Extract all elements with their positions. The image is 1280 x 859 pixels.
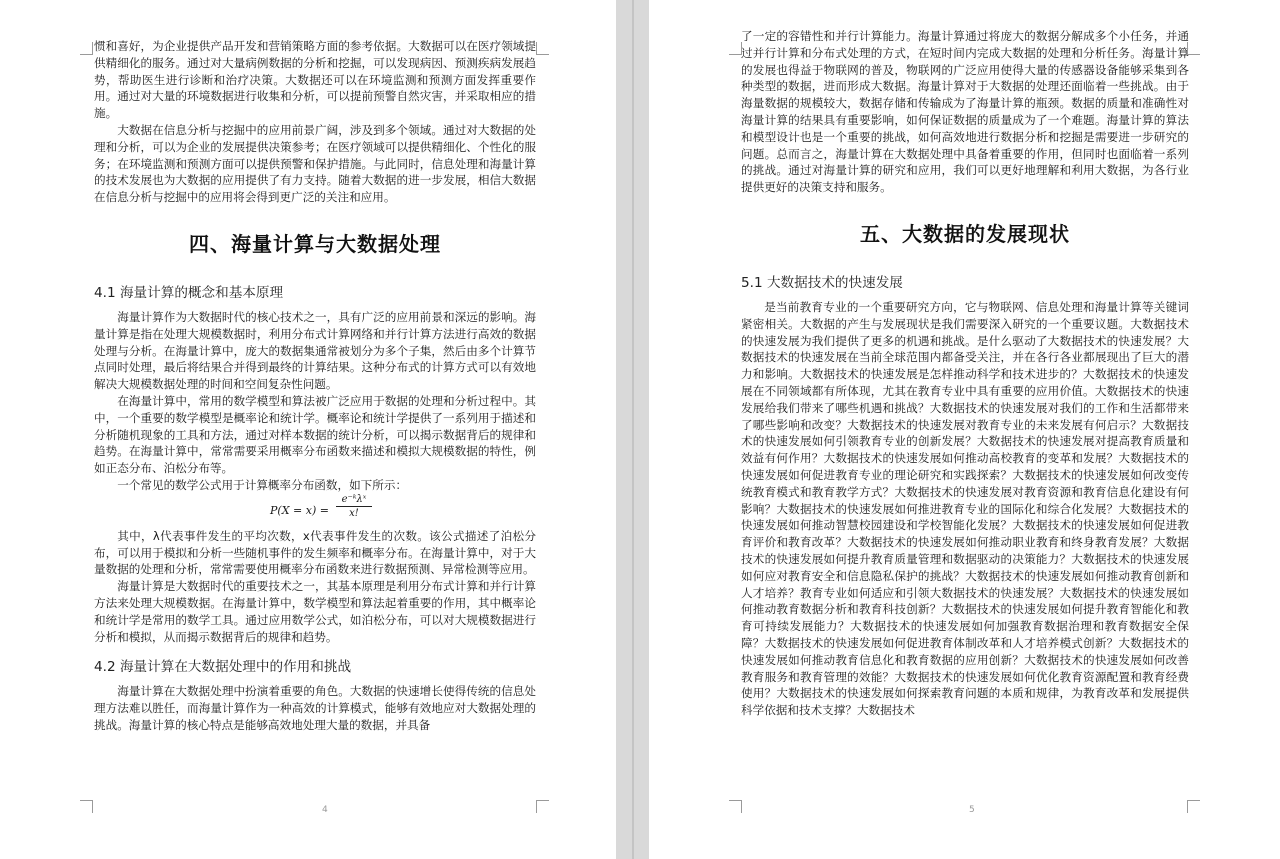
paragraph: 大数据在信息分析与挖掘中的应用前景广阔，涉及到多个领域。通过对大数据的处理和分析，可以为企业的发展提供决策参考；在医疗领域可以提供精细化、个性化的服务；在环境监测和预测方面可以提供预警和保护措施。与此同时，信息处理和海量计算的技术发展也为大数据的应用提供了有力支持。随着大数据的进一步发展，相信大数据在信息分析与挖掘中的应用将会得到更广泛的关注和应用。 [94, 122, 536, 205]
margin-corner-mark [729, 800, 742, 813]
paragraph: 了一定的容错性和并行计算能力。海量计算通过将庞大的数据分解成多个小任务，并通过并行计算和分布式处理的方式，在短时间内完成大数据的处理和分析任务。海量计算的发展也得益于物联网的普及，物联网的广泛应用使得大量的传感器设备能够采集到各种类型的数据，进而形成大数据。海量计算对于大数据的处理还面临着一些挑战。由于海量数据的规模较大，数据存储和传输成为了海量计算的瓶颈。数据的质量和准确性对海量计算的结果具有重要影响，如何保证数据的质量成为了一个难题。海量计算的算法和模型设计也是一个重要的挑战，如何高效地进行数据分析和挖掘是需要进一步研究的问题。总而言之，海量计算在大数据处理中具备着重要的作用，但同时也面临着一系列的挑战。通过对海量计算的研究和应用，我们可以更好地理解和利用大数据，为各行业提供更好的决策支持和服务。 [741, 29, 1189, 195]
page-number: 5 [969, 805, 975, 815]
formula-denominator: x! [349, 507, 359, 519]
page-gap [616, 0, 649, 859]
formula-lhs: P(X = x) = [270, 503, 329, 517]
paragraph: 其中，λ代表事件发生的平均次数，x代表事件发生的次数。该公式描述了泊松分布，可以用于模拟和分析一些随机事件的发生频率和概率分布。在海量计算中，对于大量数据的处理和分析，常常需要使用概率分布函数来进行数据预测、异常检测等应用。 [94, 528, 536, 577]
document-page-right [649, 0, 1280, 859]
paragraph: 一个常见的数学公式用于计算概率分布函数，如下所示： [117, 477, 408, 492]
paragraph: 在海量计算中，常用的数学模型和算法被广泛应用于数据的处理和分析过程中。其中，一个重要的数学模型是概率论和统计学。概率论和统计学提供了一系列用于描述和分析随机现象的工具和方法，通过对样本数据的统计分析，可以揭示数据背后的规律和趋势。在海量计算中，常常需要采用概率分布函数来描述和模拟大规模数据的特性，例如正态分布、泊松分布等。 [94, 393, 536, 476]
poisson-formula [94, 494, 536, 528]
margin-corner-mark [536, 42, 549, 55]
section-heading: 4.1 海量计算的概念和基本原理 [94, 284, 284, 301]
section-heading: 4.2 海量计算在大数据处理中的作用和挑战 [94, 659, 352, 676]
margin-corner-mark [1187, 42, 1200, 55]
chapter-title: 四、海量计算与大数据处理 [189, 231, 441, 256]
page-divider [632, 0, 634, 859]
paragraph: 海量计算是大数据时代的重要技术之一，其基本原理是利用分布式计算和并行计算方法来处理大规模数据。在海量计算中，数学模型和算法起着重要的作用，其中概率论和统计学是常用的数学工具。通过应用数学公式，如泊松分布，可以对大规模数据进行分析和模拟，从而揭示数据背后的规律和趋势。 [94, 579, 536, 644]
section-heading: 5.1 大数据技术的快速发展 [741, 274, 903, 291]
paragraph: 惯和喜好，为企业提供产品开发和营销策略方面的参考依据。大数据可以在医疗领域提供精细化的服务。通过对大量病例数据的分析和挖掘，可以发现病因、预测疾病发展趋势，帮助医生进行诊断和治疗决策。大数据还可以在环境监测和预测方面发挥重要作用。通过对大量的环境数据进行收集和分析，可以提前预警自然灾害，并采取相应的措施。 [94, 39, 536, 121]
paragraph: 是当前教育专业的一个重要研究方向，它与物联网、信息处理和海量计算等关键词紧密相关。大数据的产生与发展现状是我们需要深入研究的一个重要议题。大数据技术的快速发展为我们提供了更多的机遇和挑战。是什么驱动了大数据技术的快速发展？大数据技术的快速发展在当前全球范围内都备受关注，并在各行各业都展现出了巨大的潜力和影响。大数据技术的快速发展是怎样推动科学和技术进步的？大数据技术的快速发展在不同领域都有所体现，尤其在教育专业中具有重要的应用价值。大数据技术的快速发展给我们带来了哪些机遇和挑战？大数据技术的快速发展对我们的工作和生活都带来了哪些影响和改变？大数据技术的快速发展对教育专业的未来发展有何启示？大数据技术的快速发展如何引领教育专业的创新发展？大数据技术的快速发展对提高教育质量和效益有何作用？大数据技术的快速发展如何推动高校教育的变革和发展？大数据技术的快速发展如何促进教育专业的理论研究和实践探索？大数据技术的快速发展如何改变传统教育模式和教育教学方式？大数据技术的快速发展对教育资源和教育信息化建设有何影响？大数据技术的快速发展如何推进教育专业的国际化和综合化发展？大数据技术的快速发展如何推动智慧校园建设和学校智能化发展？大数据技术的快速发展如何促进教育评价和教育改革？大数据技术的快速发展如何推动职业教育和终身教育发展？大数据技术的快速发展如何提升教育质量管理和数据驱动的决策能力？大数据技术的快速发展如何应对教育安全和信息隐私保护的挑战？大数据技术的快速发展如何推动教育创新和人才培养？教育专业如何适应和引领大数据技术的快速发展？大数据技术的快速发展如何推动教育数据分析和教育科技创新？大数据技术的快速发展如何提升教育智能化和教育可持续发展能力？大数据技术的快速发展如何加强教育数据治理和教育数据安全保障？大数据技术的快速发展如何促进教育体制改革和人才培养模式创新？大数据技术的快速发展如何推动教育信息化和教育数据的应用创新？大数据技术的快速发展如何改善教育服务和教育管理的效能？大数据技术的快速发展如何优化教育资源配置和教育经费使用？大数据技术的快速发展如何探索教育问题的本质和规律，为教育改革和发展提供科学依据和技术支撑？大数据技术 [741, 299, 1189, 718]
margin-corner-mark [80, 42, 93, 55]
paragraph: 海量计算在大数据处理中扮演着重要的角色。大数据的快速增长使得传统的信息处理方法难以胜任，而海量计算作为一种高效的计算模式，能够有效地应对大数据处理的挑战。海量计算的核心特点是能够高效地处理大量的数据，并具备 [94, 684, 536, 732]
formula-fraction [336, 494, 372, 519]
margin-corner-mark [1187, 800, 1200, 813]
paragraph: 海量计算作为大数据时代的核心技术之一，具有广泛的应用前景和深远的影响。海量计算是指在处理大规模数据时，利用分布式计算网络和并行计算方法进行高效的数据处理与分析。在海量计算中，庞大的数据集通常被划分为多个子集，然后由多个计算节点同时处理，最后将结果合并得到最终的计算结果。这种分布式的计算方式可以有效地解决大规模数据处理的时间和空间复杂性问题。 [94, 309, 536, 392]
chapter-title: 五、大数据的发展现状 [860, 221, 1070, 246]
margin-corner-mark [729, 42, 742, 55]
formula-numerator: e⁻ᵏλˣ [336, 494, 372, 507]
margin-corner-mark [80, 800, 93, 813]
page-number: 4 [322, 805, 328, 815]
margin-corner-mark [536, 800, 549, 813]
document-page-left [0, 0, 616, 859]
